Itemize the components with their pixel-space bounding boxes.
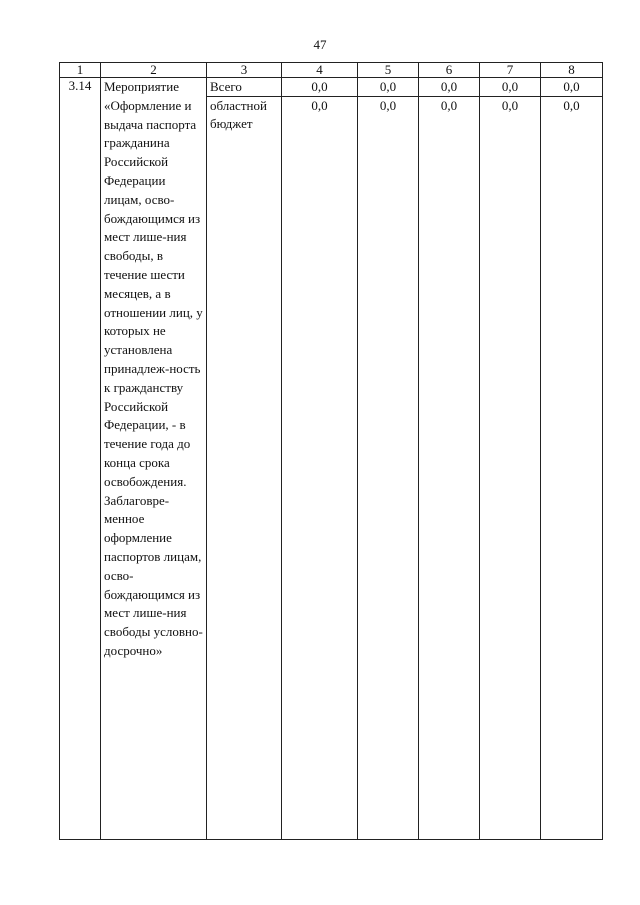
table-header-row	[60, 63, 603, 78]
header-col-5: 5	[358, 63, 419, 78]
row-description: Мероприятие «Оформление и выдача паспорта гражданина Российской Федерации лицам, осво-бождающимся из мест лише-ния свободы, в течение шести месяцев, а в отношении лиц, у которых не установлена принадлеж-ность к гражданству Российской Федерации, - в течение года до конца срока освобождения. Заблаговре-менное оформление паспортов лицам, осво-бождающимся из мест лише-ния свободы условно-досрочно»	[101, 78, 207, 840]
funding-source-cell	[207, 78, 282, 840]
budget-value: 0,0	[563, 97, 580, 113]
value-cell-col-7	[480, 78, 541, 840]
header-col-3: 3	[207, 63, 282, 78]
value-cell-col-4	[282, 78, 358, 840]
total-value: 0,0	[541, 78, 602, 97]
table-row	[60, 78, 603, 840]
header-col-8: 8	[541, 63, 603, 78]
budget-value: 0,0	[379, 97, 397, 113]
total-value: 0,0	[282, 78, 357, 97]
value-cell-col-6	[419, 78, 480, 840]
total-value: 0,0	[480, 78, 540, 97]
header-col-7: 7	[480, 63, 541, 78]
value-cell-col-5	[358, 78, 419, 840]
total-value: 0,0	[358, 78, 418, 97]
total-value: 0,0	[419, 78, 479, 97]
header-col-4: 4	[282, 63, 358, 78]
source-total: Всего	[207, 78, 281, 97]
source-regional-budget: областной бюджет	[210, 97, 267, 131]
header-col-2: 2	[101, 63, 207, 78]
budget-value: 0,0	[501, 97, 519, 113]
header-col-6: 6	[419, 63, 480, 78]
value-cell-col-8	[541, 78, 603, 840]
program-table	[59, 62, 603, 840]
header-col-1: 1	[60, 63, 101, 78]
budget-value: 0,0	[440, 97, 458, 113]
page-number: 47	[313, 37, 327, 52]
row-number: 3.14	[60, 78, 101, 840]
budget-value: 0,0	[311, 97, 328, 113]
